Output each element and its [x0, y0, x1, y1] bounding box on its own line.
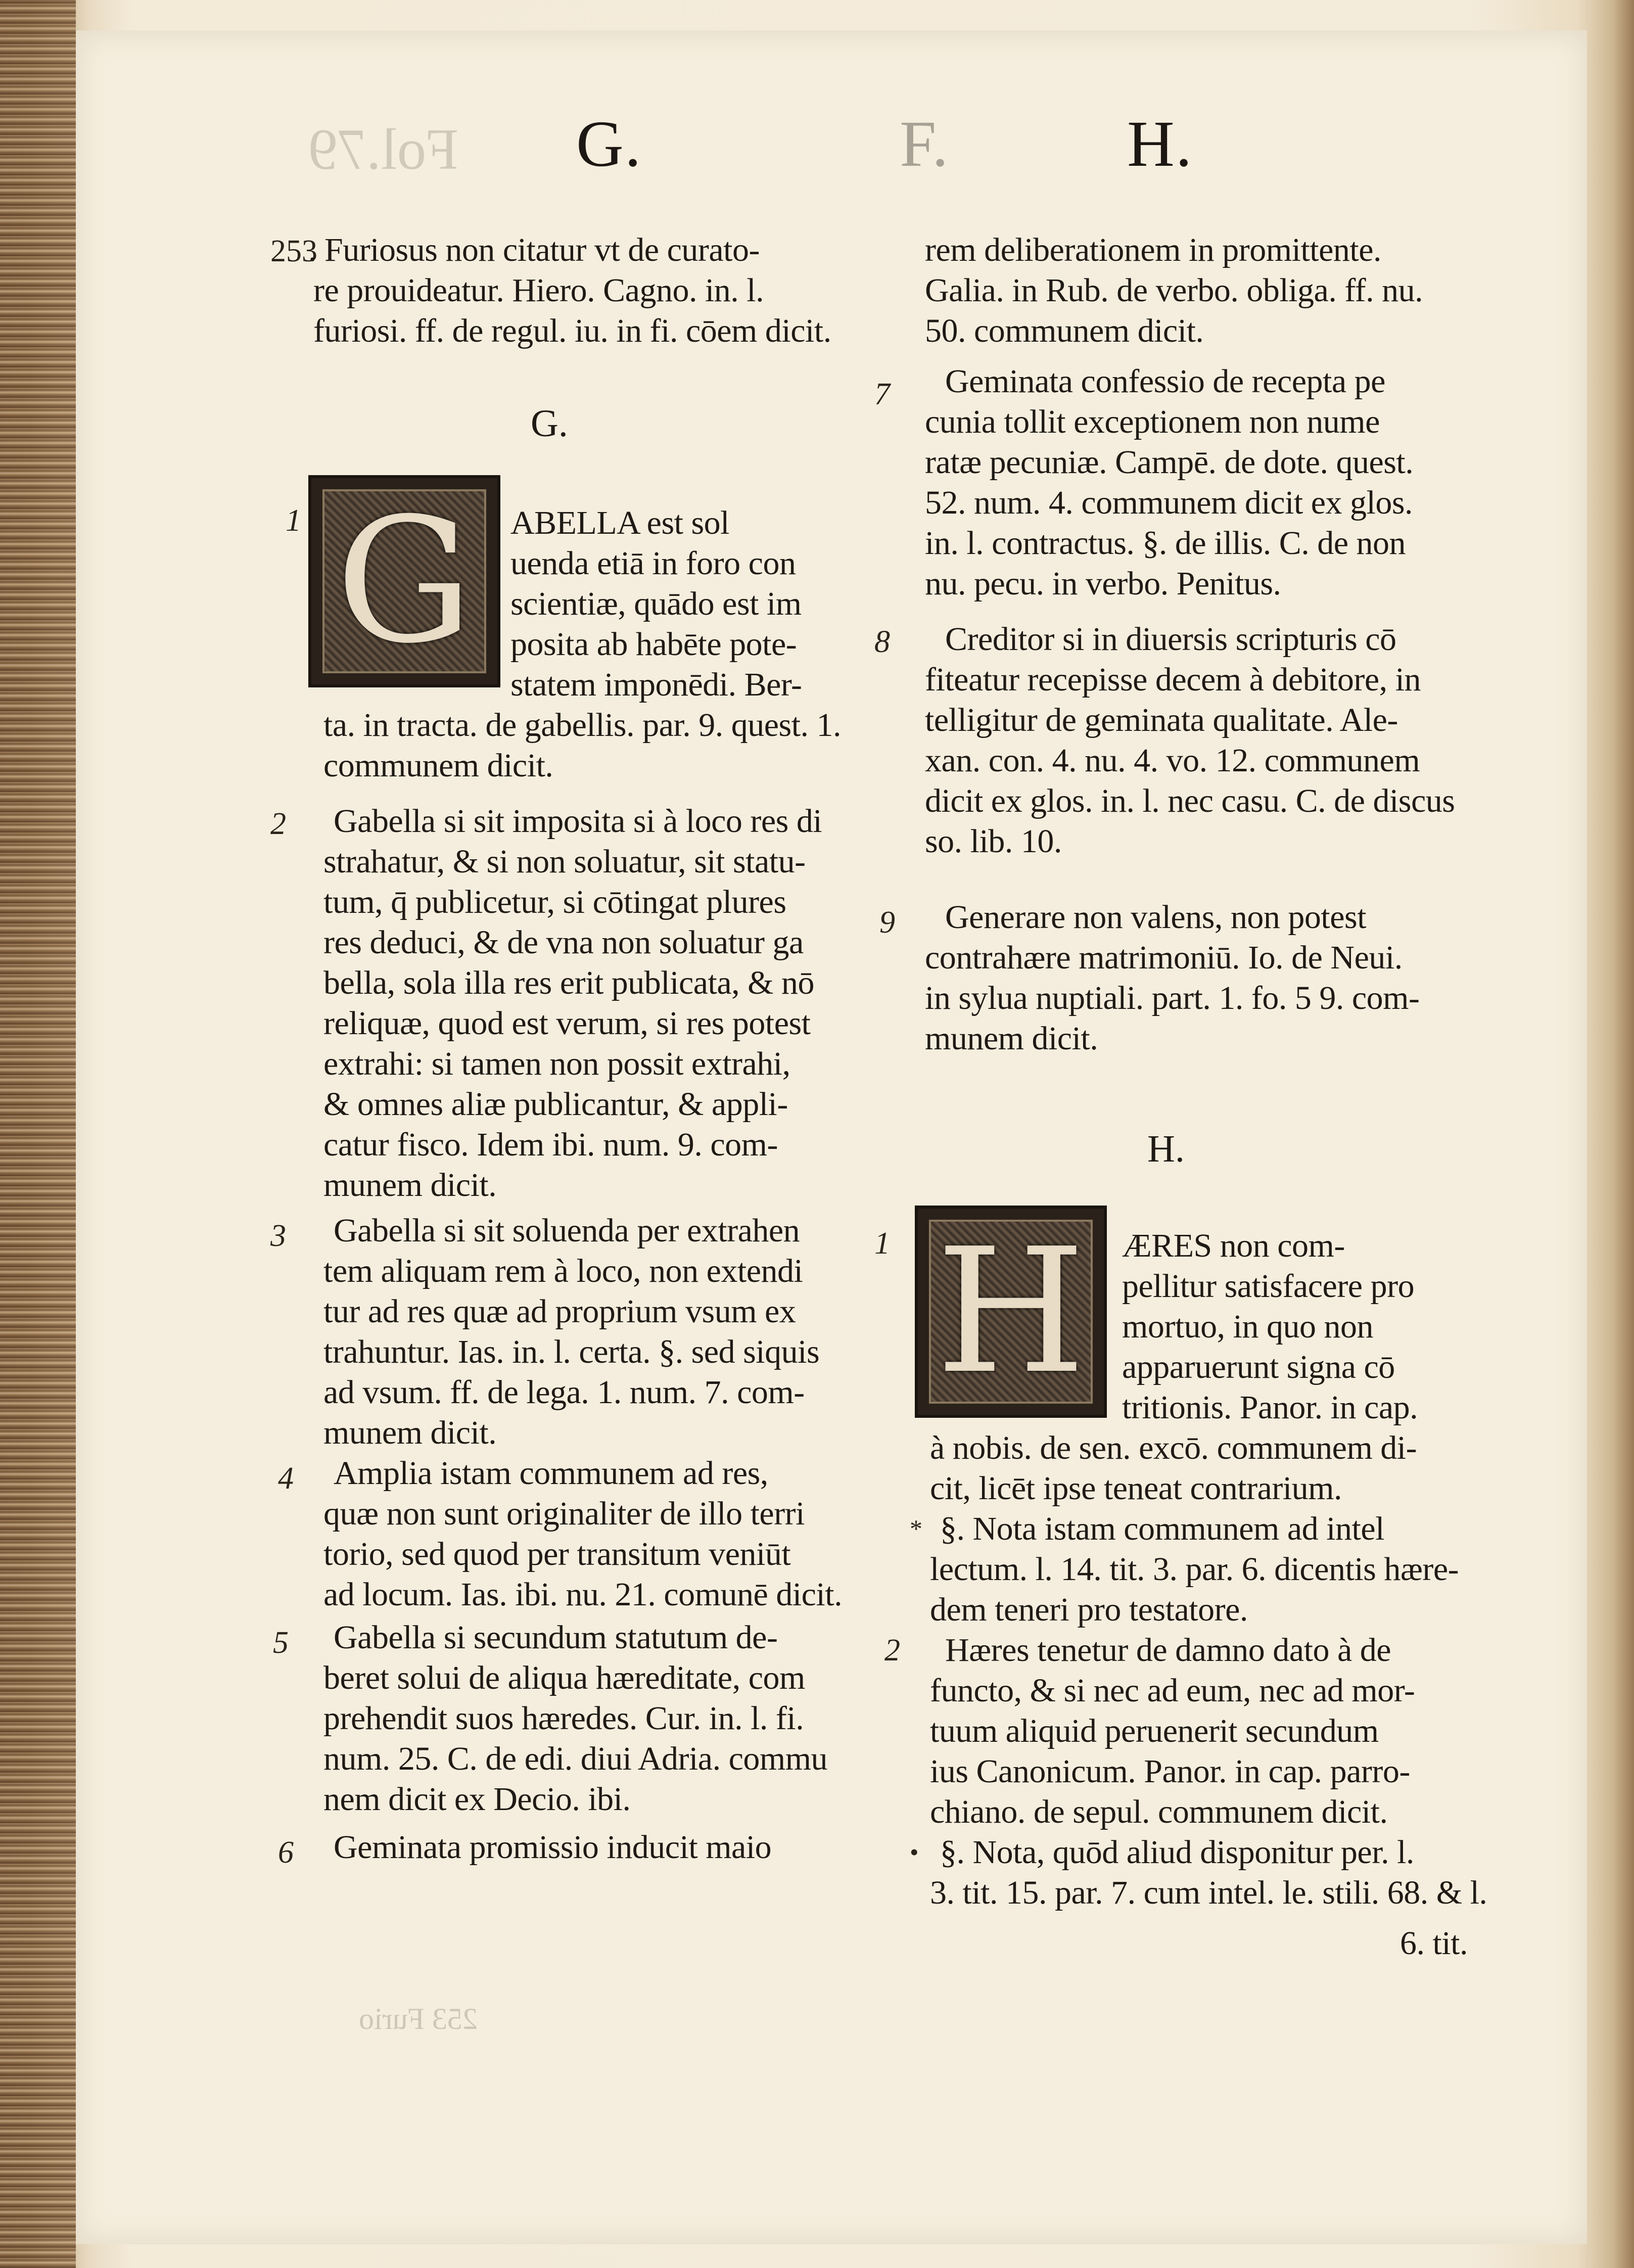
left-line: Amplia istam communem ad res, [334, 1455, 768, 1492]
left-line: nem dicit ex Decio. ibi. [323, 1781, 631, 1818]
right-line: 50. communem dicit. [925, 312, 1204, 349]
left-line: munem dicit. [323, 1167, 497, 1204]
entry-number: 3 [270, 1219, 286, 1253]
right-line: fiteatur recepisse decem à debitore, in [925, 661, 1421, 698]
entry-number: 2 [884, 1633, 900, 1668]
left-line: ad locum. Ias. ibi. nu. 21. comunē dicit. [323, 1576, 843, 1613]
left-line: torio, sed quod per transitum veniūt [323, 1536, 791, 1572]
left-line: tum, q̄ publicetur, si cōtingat plures [323, 884, 786, 920]
left-line: uenda etiā in foro con [510, 545, 796, 582]
left-line: trahuntur. Ias. in. l. certa. §. sed siquis [323, 1333, 820, 1370]
entry-number: 7 [874, 377, 890, 411]
left-line: ABELLA est sol [510, 504, 729, 541]
left-line: ta. in tracta. de gabellis. par. 9. quest. 1. [323, 707, 842, 744]
right-line: so. lib. 10. [925, 823, 1062, 860]
left-line: beret solui de aliqua hæreditate, com [323, 1659, 805, 1696]
left-line: tur ad res quæ ad proprium vsum ex [323, 1293, 796, 1330]
right-line: in. l. contractus. §. de illis. C. de non [925, 525, 1406, 562]
right-line: §. Nota istam communem ad intel [940, 1510, 1384, 1547]
right-line: xan. con. 4. nu. 4. vo. 12. communem [925, 742, 1420, 779]
entry-number: 5 [273, 1626, 289, 1660]
left-line: ad vsum. ff. de lega. 1. num. 7. com- [323, 1374, 805, 1411]
right-line: tuum aliquid peruenerit secundum [930, 1712, 1379, 1749]
left-line: & omnes aliæ publicantur, & appli- [323, 1086, 788, 1123]
right-line: munem dicit. [925, 1020, 1098, 1057]
entry-number: 8 [874, 625, 890, 659]
left-line: extrahi: si tamen non possit extrahi, [323, 1045, 790, 1082]
entry-number: 4 [278, 1461, 294, 1496]
right-line: 52. num. 4. communem dicit ex glos. [925, 484, 1413, 521]
right-line: apparuerunt signa cō [1122, 1349, 1395, 1385]
book-page [76, 30, 1587, 2244]
right-line: telligitur de geminata qualitate. Ale- [925, 702, 1398, 738]
decorated-initial-h [915, 1206, 1107, 1418]
initial-letter-g: G [336, 481, 473, 681]
left-line: scientiæ, quādo est im [510, 585, 802, 622]
right-line: ius Canonicum. Panor. in cap. parro- [930, 1753, 1410, 1790]
right-line: rem deliberationem in promittente. [925, 232, 1382, 268]
right-line: dicit ex glos. in. l. nec casu. C. de discus [925, 782, 1455, 819]
entry-number: 1 [874, 1226, 890, 1261]
subhead-h: H. [1147, 1128, 1185, 1170]
right-line: Hæres tenetur de damno dato à de [945, 1632, 1391, 1669]
right-line: §. Nota, quōd aliud disponitur per. l. [940, 1834, 1414, 1871]
subhead-g: G. [531, 402, 568, 445]
right-line: Geminata confessio de recepta pe [945, 363, 1385, 400]
bullet-marker: • [910, 1838, 919, 1866]
right-line: dem teneri pro testatore. [930, 1591, 1248, 1628]
left-line: statem imponēdi. Ber- [510, 666, 802, 703]
right-line: functo, & si nec ad eum, nec ad mor- [930, 1672, 1415, 1709]
right-line: 3. tit. 15. par. 7. cum intel. le. stili. 68. & l. [930, 1874, 1487, 1911]
right-line: contrahære matrimoniū. Io. de Neui. [925, 939, 1403, 976]
left-line: communem dicit. [323, 747, 553, 784]
entry-number-253: 253 [270, 234, 317, 268]
left-line: Gabella si sit soluenda per extrahen [334, 1212, 800, 1249]
right-line: tritionis. Panor. in cap. [1122, 1389, 1418, 1426]
entry-number: 9 [879, 905, 895, 940]
right-line: à nobis. de sen. excō. communem di- [930, 1429, 1417, 1466]
left-line: Geminata promissio inducit maio [334, 1829, 772, 1866]
right-line: Creditor si in diuersis scripturis cō [945, 621, 1396, 658]
left-line: bella, sola illa res erit publicata, & nō [323, 964, 815, 1001]
ghost-footer: 253 Furio [359, 2002, 478, 2035]
left-line: Gabella si secundum statutum de- [334, 1619, 778, 1656]
right-line: ÆRES non com- [1122, 1227, 1345, 1264]
right-line: lectum. l. 14. tit. 3. par. 6. dicentis hære- [930, 1551, 1459, 1588]
book-page-edge [0, 0, 76, 2268]
left-line: posita ab habēte pote- [510, 626, 797, 663]
right-line: nu. pecu. in verbo. Penitus. [925, 565, 1281, 602]
initial-letter-h: H [936, 1212, 1086, 1412]
left-line: catur fisco. Idem ibi. num. 9. com- [323, 1126, 778, 1163]
right-line: mortuo, in quo non [1122, 1308, 1373, 1345]
bullet-marker: * [910, 1514, 922, 1543]
left-line: . Furiosus non citatur vt de curato- [308, 232, 760, 268]
entry-number: 1 [286, 503, 301, 538]
left-line: num. 25. C. de edi. diui Adria. commu [323, 1740, 828, 1777]
header-left-letter: G. [576, 108, 642, 180]
right-line: Galia. in Rub. de verbo. obliga. ff. nu. [925, 272, 1423, 309]
entry-number: 6 [278, 1835, 294, 1870]
right-line: cit, licēt ipse teneat contrarium. [930, 1470, 1342, 1507]
right-line: chiano. de sepul. communem dicit. [930, 1793, 1388, 1830]
right-line: pellitur satisfacere pro [1122, 1268, 1415, 1305]
left-line: strahatur, & si non soluatur, sit statu- [323, 843, 806, 880]
left-line: prehendit suos hæredes. Cur. in. l. fi. [323, 1700, 804, 1737]
left-line: quæ non sunt originaliter de illo terri [323, 1495, 805, 1532]
right-line: ratæ pecuniæ. Campē. de dote. quest. [925, 444, 1414, 481]
catchword: 6. tit. [1400, 1925, 1468, 1962]
entry-number: 2 [270, 807, 286, 841]
decorated-initial-g [308, 475, 500, 687]
left-line: tem aliquam rem à loco, non extendi [323, 1253, 803, 1289]
left-line: reliquæ, quod est verum, si res potest [323, 1005, 811, 1042]
left-line: re prouideatur. Hiero. Cagno. in. l. [313, 272, 764, 309]
left-line: munem dicit. [323, 1414, 497, 1451]
left-line: res deduci, & de vna non soluatur ga [323, 924, 804, 961]
right-line: in sylua nuptiali. part. 1. fo. 5 9. com- [925, 980, 1420, 1016]
ghost-folio: Fol.79 [308, 117, 459, 181]
left-line: furiosi. ff. de regul. iu. in fi. cōem dicit. [313, 312, 831, 349]
left-line: Gabella si sit imposita si à loco res di [334, 803, 822, 840]
header-right-letter: H. [1127, 108, 1193, 180]
right-line: Generare non valens, non potest [945, 899, 1367, 936]
right-line: cunia tollit exceptionem non nume [925, 403, 1380, 440]
header-mid-letter: F. [900, 108, 950, 180]
